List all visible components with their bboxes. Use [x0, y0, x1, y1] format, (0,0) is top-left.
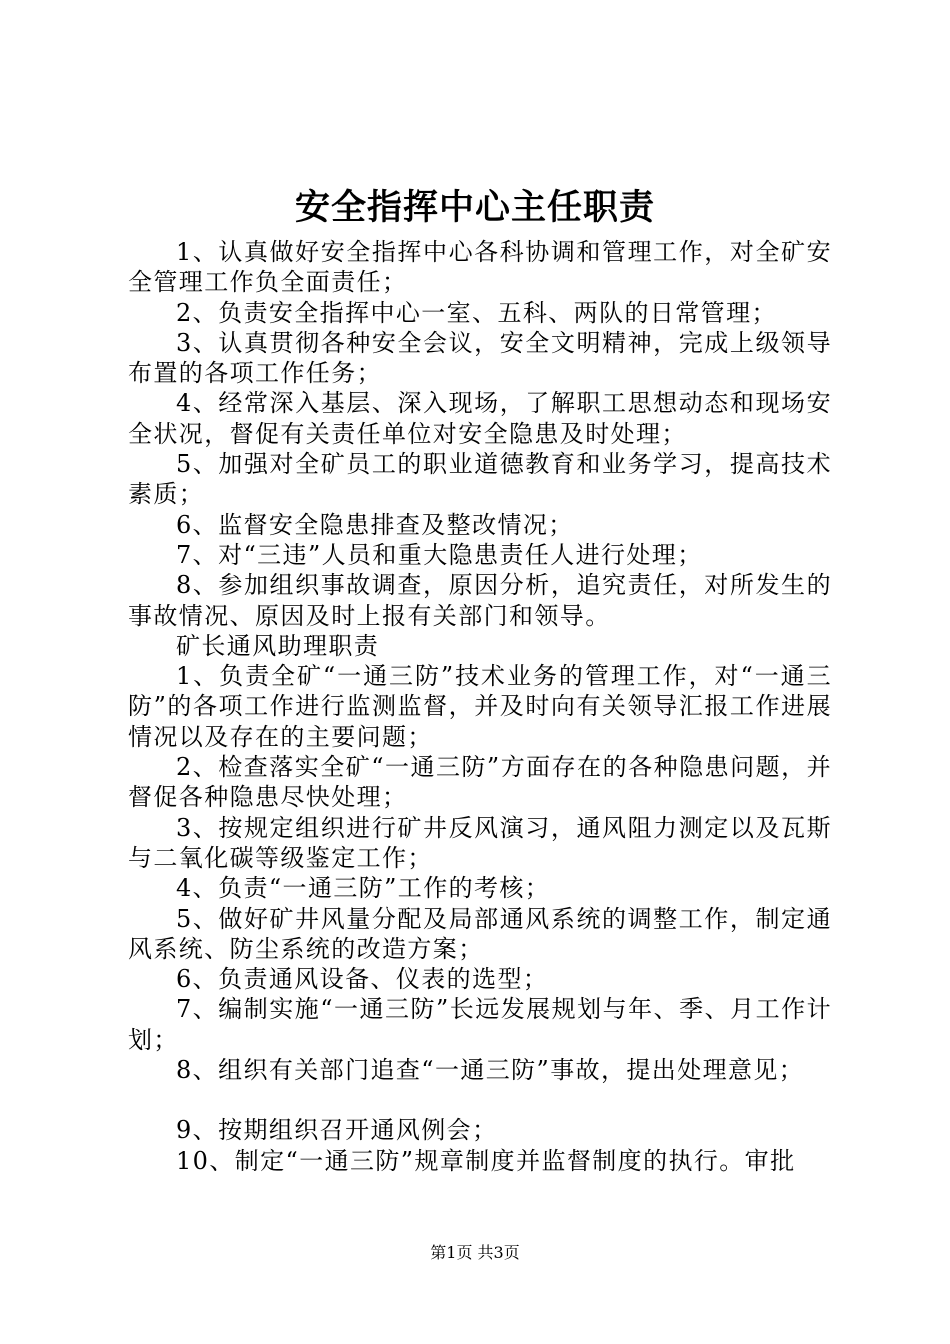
paragraph-14: 6、负责通风设备、仪表的选型；: [176, 965, 549, 994]
paragraph-10: 2、检查落实全矿“一通三防”方面存在的各种隐患问题，并督促各种隐患尽快处理；: [128, 753, 832, 812]
paragraph-3: 3、认真贯彻各种安全会议，安全文明精神，完成上级领导布置的各项工作任务；: [128, 328, 832, 388]
paragraph-7: 7、对“三违”人员和重大隐患责任人进行处理；: [176, 540, 703, 569]
section-heading: 矿长通风助理职责: [176, 631, 380, 660]
document-title: 安全指挥中心主任职责: [294, 187, 655, 228]
paragraph-15: 7、编制实施“一通三防”长远发展规划与年、季、月工作计划；: [128, 995, 832, 1054]
paragraph-2: 2、负责安全指挥中心一室、五科、两队的日常管理；: [176, 298, 777, 327]
paragraph-18: 10、制定“一通三防”规章制度并监督制度的执行。审批: [176, 1146, 796, 1175]
paragraph-1: 1、认真做好安全指挥中心各科协调和管理工作，对全矿安全管理工作负全面责任；: [128, 238, 832, 297]
paragraph-8: 8、参加组织事故调查，原因分析，追究责任，对所发生的事故情况、原因及时上报有关部门和领导。: [128, 571, 832, 630]
paragraph-6: 6、监督安全隐患排查及整改情况；: [176, 510, 574, 539]
paragraph-9: 1、负责全矿“一通三防”技术业务的管理工作，对“一通三防”的各项工作进行监测监督，并及时向有关领导汇报工作进展情况以及存在的主要问题；: [128, 662, 832, 751]
document-body: [128, 237, 832, 1176]
page-footer: 第1页 共3页: [430, 1243, 520, 1262]
paragraph-5: 5、加强对全矿员工的职业道德教育和业务学习，提高技术素质；: [128, 450, 832, 509]
paragraph-11: 3、按规定组织进行矿井反风演习，通风阻力测定以及瓦斯与二氧化碳等级鉴定工作；: [128, 813, 832, 872]
paragraph-4: 4、经常深入基层、深入现场，了解职工思想动态和现场安全状况，督促有关责任单位对安全隐患及时处理；: [128, 389, 832, 448]
paragraph-12: 4、负责“一通三防”工作的考核；: [176, 874, 551, 903]
paragraph-13: 5、做好矿井风量分配及局部通风系统的调整工作，制定通风系统、防尘系统的改造方案；: [128, 904, 832, 963]
paragraph-17: 9、按期组织召开通风例会；: [176, 1116, 498, 1145]
paragraph-16: 8、组织有关部门追查“一通三防”事故，提出处理意见；: [176, 1056, 805, 1085]
